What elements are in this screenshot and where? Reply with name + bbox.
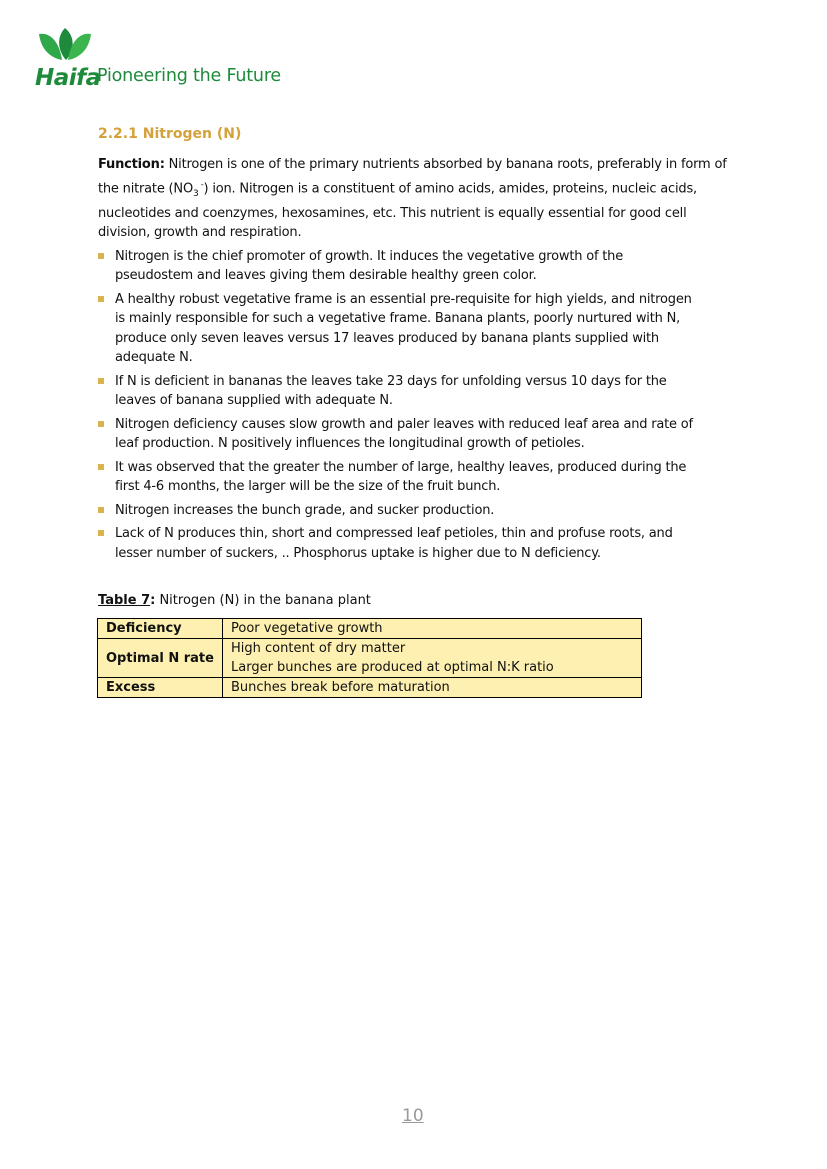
bullet-text: A healthy robust vegetative frame is an essential pre-requisite for high yields, and nitrogen is mainly responsible for such a vegetative frame. Banana plants, poorly nurtured with N, produce only seven leaves versus 17 leaves produced by banana plants supplied with adequate N. [115,291,692,366]
table-caption [98,593,371,608]
table-cell-value [223,639,642,678]
leaves-icon [35,26,95,66]
bullet-square-icon [98,296,104,302]
table-cell-key: Optimal N rate [98,639,223,678]
table-cell-line: High content of dry matter [231,641,406,656]
bullet-text: It was observed that the greater the number of large, healthy leaves, produced during the first 4-6 months, the larger will be the size of the fruit bunch. [115,459,687,495]
bullet-square-icon [98,464,104,470]
bullet-square-icon [98,253,104,259]
list-item [98,501,700,521]
bullet-text: Nitrogen deficiency causes slow growth and paler leaves with reduced leaf area and rate of leaf production. N positively influences the longitudinal growth of petioles. [115,416,693,452]
bullet-text: Lack of N produces thin, short and compressed leaf petioles, thin and profuse roots, and lesser number of suckers, .. Phosphorus uptake is higher due to N deficiency. [115,526,673,561]
bullet-text: Nitrogen increases the bunch grade, and sucker production. [115,502,495,518]
function-paragraph [98,155,738,243]
table-row [98,619,642,639]
table-cell-line: Larger bunches are produced at optimal N:K ratio [231,660,554,675]
function-text-1: Nitrogen is one of the primary nutrients absorbed by banana roots, preferably in form of the nitrate (NO [98,157,727,196]
bullet-square-icon [98,378,104,384]
bullet-square-icon [98,530,104,536]
tagline: Pioneering the Future [97,66,281,86]
table-row [98,678,642,698]
list-item [98,415,700,454]
logo-wordmark: Haifa [35,65,101,91]
table-cell-value [223,678,642,698]
table-cell-line: Poor vegetative growth [231,621,383,636]
list-item [98,458,700,497]
haifa-logo [35,26,101,92]
function-label: Function: [98,157,165,172]
bullet-text: If N is deficient in bananas the leaves take 23 days for unfolding versus 10 days for the leaves of banana supplied with adequate N. [115,373,667,409]
list-item [98,372,700,411]
function-superscript: - [198,179,204,189]
function-text-2: ) ion. Nitrogen is a constituent of amino acids, amides, proteins, nucleic acids, nucleotides and coenzymes, hexosamines, etc. This nutrient is equally essential for good cell division, growth and respiration. [98,180,697,241]
table-cell-value [223,619,642,639]
body-content [98,155,738,567]
list-item [98,290,700,368]
table-cell-key: Excess [98,678,223,698]
bullet-square-icon [98,507,104,513]
bullet-square-icon [98,421,104,427]
page-number: 10 [402,1106,424,1126]
table-row [98,639,642,678]
table-cell-key: Deficiency [98,619,223,639]
function-subscript: 3 [192,188,199,199]
list-item [98,247,700,286]
table-cell-line: Bunches break before maturation [231,680,450,695]
section-title: 2.2.1 Nitrogen (N) [98,126,242,142]
list-item [98,524,700,563]
nitrogen-table [97,618,642,698]
bullet-list [98,247,738,564]
table-caption-colon: : [150,593,156,608]
table-caption-label: Table 7 [98,593,151,608]
table-caption-text: Nitrogen (N) in the banana plant [155,593,371,608]
bullet-text: Nitrogen is the chief promoter of growth. It induces the vegetative growth of the pseudostem and leaves giving them desirable healthy green color. [115,248,623,284]
